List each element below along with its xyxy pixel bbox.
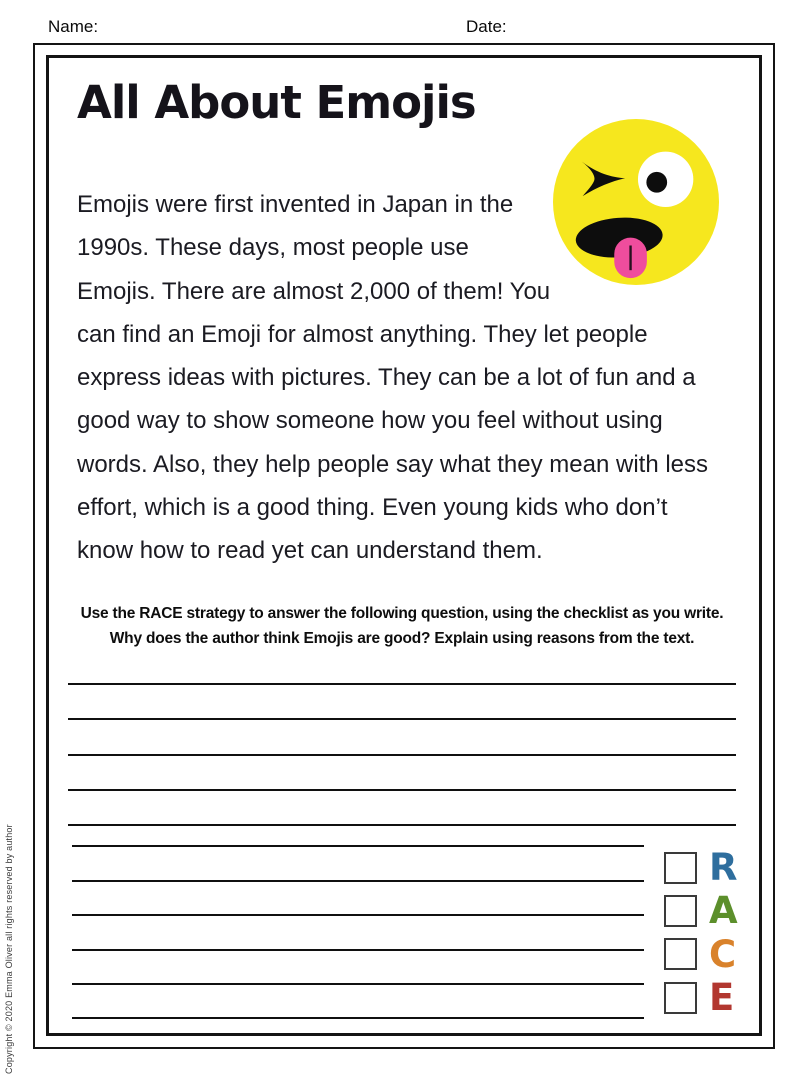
answer-line[interactable]: [68, 756, 736, 791]
passage-line: words. Also, they help people say what they mean with less: [77, 450, 709, 478]
date-label: Date:: [466, 17, 507, 36]
checklist-row: [664, 933, 738, 976]
question-line: Why does the author think Emojis are good? Explain using reasons from the text.: [109, 630, 695, 647]
race-letter-e: E: [709, 976, 735, 1020]
checkbox-c[interactable]: [664, 938, 697, 970]
race-checklist: [664, 846, 738, 1019]
passage-line: express ideas with pictures. They can be a lot of fun and a: [77, 364, 696, 392]
instructions-line: Use the RACE strategy to answer the following question, using the checklist as you write.: [80, 605, 724, 622]
race-letter-r: R: [709, 846, 738, 890]
worksheet-title: All About Emojis: [77, 76, 476, 129]
answer-line[interactable]: [72, 813, 644, 847]
answer-line[interactable]: [72, 951, 644, 985]
passage-line: can find an Emoji for almost anything. They let people: [77, 320, 648, 348]
checkbox-e[interactable]: [664, 982, 697, 1014]
checkbox-a[interactable]: [664, 895, 697, 927]
checkbox-r[interactable]: [664, 852, 697, 884]
copyright-notice: Copyright © 2020 Emma Oliver all rights reserved by author: [4, 824, 14, 1074]
checklist-row: [664, 889, 738, 932]
answer-line[interactable]: [72, 882, 644, 916]
passage-line: effort, which is a good thing. Even young kids who don’t: [77, 494, 668, 522]
passage-line: 1990s. These days, most people use: [77, 234, 469, 262]
answer-line[interactable]: [68, 720, 736, 755]
checklist-row: [664, 976, 738, 1019]
name-label: Name:: [48, 17, 99, 36]
answer-lines-short: [72, 813, 644, 1019]
race-letter-c: C: [709, 932, 737, 976]
answer-line[interactable]: [72, 916, 644, 950]
passage-line: know how to read yet can understand them.: [77, 537, 543, 565]
checklist-row: [664, 846, 738, 889]
answer-line[interactable]: [72, 985, 644, 1019]
answer-line[interactable]: [72, 847, 644, 881]
passage-line: Emojis. There are almost 2,000 of them! You: [77, 277, 551, 305]
race-letter-a: A: [709, 889, 738, 933]
instructions-block: [56, 601, 748, 651]
answer-line[interactable]: [68, 650, 736, 685]
reading-passage: [77, 183, 725, 573]
passage-line: good way to show someone how you feel without using: [77, 407, 663, 435]
answer-lines-full: [68, 650, 736, 826]
answer-line[interactable]: [68, 685, 736, 720]
passage-line: Emojis were first invented in Japan in the: [77, 191, 514, 218]
